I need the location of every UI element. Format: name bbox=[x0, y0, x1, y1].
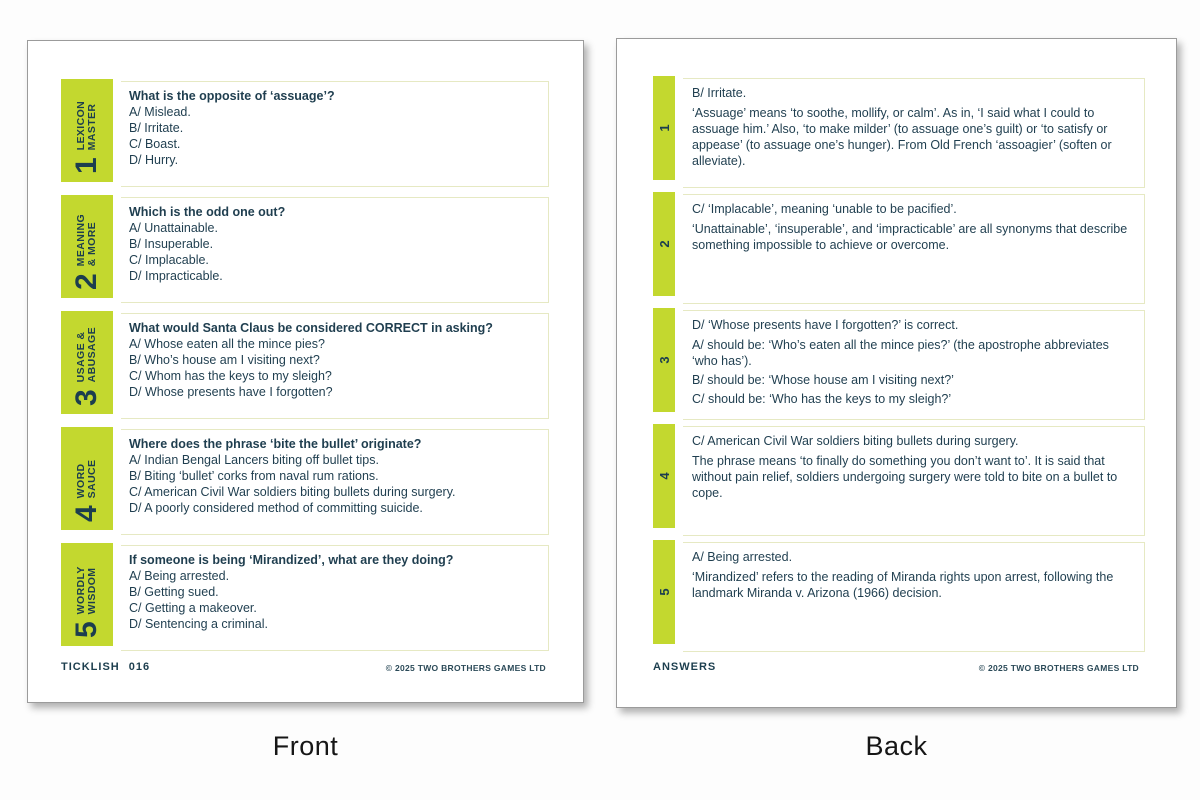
option-line: A/ Indian Bengal Lancers biting off bullet tips. bbox=[129, 453, 379, 467]
question-row-2 bbox=[28, 195, 583, 301]
explanation-line: C/ should be: ‘Who has the keys to my sleigh?’ bbox=[692, 392, 952, 406]
option-line: C/ Boast. bbox=[129, 137, 181, 151]
answer-row-1 bbox=[617, 76, 1176, 182]
explanation bbox=[692, 569, 1134, 601]
answer-number-bar-3 bbox=[653, 308, 675, 412]
category-name: USAGE & ABUSAGE bbox=[74, 327, 98, 383]
answer-box-3 bbox=[683, 310, 1145, 420]
explanation-line: A/ should be: ‘Who’s eaten all the mince pies?’ (the apostrophe abbreviates ‘who has’). bbox=[692, 338, 1109, 368]
option-line: C/ Getting a makeover. bbox=[129, 601, 257, 615]
category-number: 5 bbox=[70, 621, 103, 638]
category-number: 2 bbox=[70, 273, 103, 290]
option-line: D/ Hurry. bbox=[129, 153, 179, 167]
answer-box-5 bbox=[683, 542, 1145, 652]
question-box-2 bbox=[121, 197, 549, 303]
explanation-line: ‘Assuage’ means ‘to soothe, mollify, or calm’. As in, ‘I said what I could to assuage him.’ Also, ‘to make milder’ (to assuage one’s guilt) or ‘to satisfy or appease’ (to assuage one’s hunger). From Old French ‘assoagier’ (soften or alleviate). bbox=[692, 106, 1112, 168]
explanation-line: ‘Mirandized’ refers to the reading of Miranda rights upon arrest, following the landmark Miranda v. Arizona (1966) decision. bbox=[692, 570, 1114, 600]
answer-number-bar-4 bbox=[653, 424, 675, 528]
option-list bbox=[129, 104, 540, 168]
back-card bbox=[616, 38, 1177, 708]
question-text: What is the opposite of ‘assuage’? bbox=[129, 89, 335, 103]
answer-row-5 bbox=[617, 540, 1176, 646]
answer-box-2 bbox=[683, 194, 1145, 304]
question-row-5 bbox=[28, 543, 583, 649]
copyright-label: © 2025 TWO BROTHERS GAMES LTD bbox=[385, 663, 546, 673]
option-line: A/ Mislead. bbox=[129, 105, 191, 119]
category-tab-5 bbox=[61, 543, 113, 646]
category-tab-4 bbox=[61, 427, 113, 530]
option-line: B/ Who’s house am I visiting next? bbox=[129, 353, 320, 367]
explanation-line: ‘Unattainable’, ‘insuperable’, and ‘impracticable’ are all synonyms that describe something impossible to achieve or overcome. bbox=[692, 222, 1128, 252]
explanation-line: The phrase means ‘to finally do something you don’t want to’. It is said that without pain relief, soldiers undergoing surgery were told to bite on a bullet to cope. bbox=[692, 454, 1118, 500]
option-line: D/ Whose presents have I forgotten? bbox=[129, 385, 333, 399]
answer-text: C/ American Civil War soldiers biting bullets during surgery. bbox=[692, 434, 1019, 448]
option-list bbox=[129, 568, 540, 632]
question-text: Where does the phrase ‘bite the bullet’ originate? bbox=[129, 437, 422, 451]
explanation bbox=[692, 337, 1134, 407]
option-list bbox=[129, 452, 540, 516]
option-line: A/ Being arrested. bbox=[129, 569, 230, 583]
answer-number: 2 bbox=[656, 240, 672, 248]
answer-number: 5 bbox=[656, 588, 672, 596]
answer-number: 3 bbox=[656, 356, 672, 364]
question-box-5 bbox=[121, 545, 549, 651]
category-tab-2 bbox=[61, 195, 113, 298]
category-tab-1 bbox=[61, 79, 113, 182]
category-name: WORDLY WISDOM bbox=[74, 566, 98, 615]
category-number: 1 bbox=[70, 157, 103, 174]
answer-number-bar-1 bbox=[653, 76, 675, 180]
answer-row-4 bbox=[617, 424, 1176, 530]
option-line: C/ Whom has the keys to my sleigh? bbox=[129, 369, 332, 383]
card-number: 016 bbox=[128, 661, 151, 673]
question-box-1 bbox=[121, 81, 549, 187]
copyright-label: © 2025 TWO BROTHERS GAMES LTD bbox=[978, 663, 1139, 673]
explanation-line: B/ should be: ‘Whose house am I visiting next?’ bbox=[692, 373, 954, 387]
explanation bbox=[692, 453, 1134, 501]
question-row-3 bbox=[28, 311, 583, 417]
option-line: D/ A poorly considered method of committing suicide. bbox=[129, 501, 423, 515]
option-line: D/ Sentencing a criminal. bbox=[129, 617, 268, 631]
option-line: B/ Getting sued. bbox=[129, 585, 219, 599]
question-text: If someone is being ‘Mirandized’, what are they doing? bbox=[129, 553, 454, 567]
category-tab-3 bbox=[61, 311, 113, 414]
answers-label: ANSWERS bbox=[653, 661, 717, 673]
option-line: B/ Biting ‘bullet’ corks from naval rum rations. bbox=[129, 469, 379, 483]
explanation bbox=[692, 221, 1134, 253]
option-line: D/ Impracticable. bbox=[129, 269, 223, 283]
option-line: C/ Implacable. bbox=[129, 253, 209, 267]
deck-name-label: TICKLISH 016 bbox=[61, 661, 151, 673]
category-number: 3 bbox=[70, 389, 103, 406]
answer-text: B/ Irritate. bbox=[692, 86, 747, 100]
question-row-4 bbox=[28, 427, 583, 533]
question-box-4 bbox=[121, 429, 549, 535]
question-box-3 bbox=[121, 313, 549, 419]
option-line: B/ Insuperable. bbox=[129, 237, 214, 251]
answer-number-bar-5 bbox=[653, 540, 675, 644]
answer-box-4 bbox=[683, 426, 1145, 536]
question-text: Which is the odd one out? bbox=[129, 205, 286, 219]
category-number: 4 bbox=[70, 505, 103, 522]
answer-number: 1 bbox=[656, 124, 672, 132]
option-list bbox=[129, 336, 540, 400]
answer-number: 4 bbox=[656, 472, 672, 480]
category-name: WORD SAUCE bbox=[74, 459, 98, 499]
answer-box-1 bbox=[683, 78, 1145, 188]
answer-text: C/ ‘Implacable’, meaning ‘unable to be pacified’. bbox=[692, 202, 957, 216]
answer-row-2 bbox=[617, 192, 1176, 298]
question-text: What would Santa Claus be considered CORRECT in asking? bbox=[129, 321, 493, 335]
option-line: A/ Unattainable. bbox=[129, 221, 218, 235]
front-caption: Front bbox=[272, 731, 339, 761]
option-line: A/ Whose eaten all the mince pies? bbox=[129, 337, 325, 351]
answer-text: A/ Being arrested. bbox=[692, 550, 793, 564]
option-list bbox=[129, 220, 540, 284]
explanation bbox=[692, 105, 1134, 169]
answer-row-3 bbox=[617, 308, 1176, 414]
option-line: C/ American Civil War soldiers biting bullets during surgery. bbox=[129, 485, 456, 499]
answer-number-bar-2 bbox=[653, 192, 675, 296]
question-row-1 bbox=[28, 79, 583, 185]
front-card bbox=[27, 40, 584, 703]
back-caption: Back bbox=[865, 731, 928, 761]
option-line: B/ Irritate. bbox=[129, 121, 184, 135]
answer-text: D/ ‘Whose presents have I forgotten?’ is correct. bbox=[692, 318, 959, 332]
category-name: MEANING & MORE bbox=[74, 213, 98, 267]
category-name: LEXICON MASTER bbox=[74, 100, 98, 151]
